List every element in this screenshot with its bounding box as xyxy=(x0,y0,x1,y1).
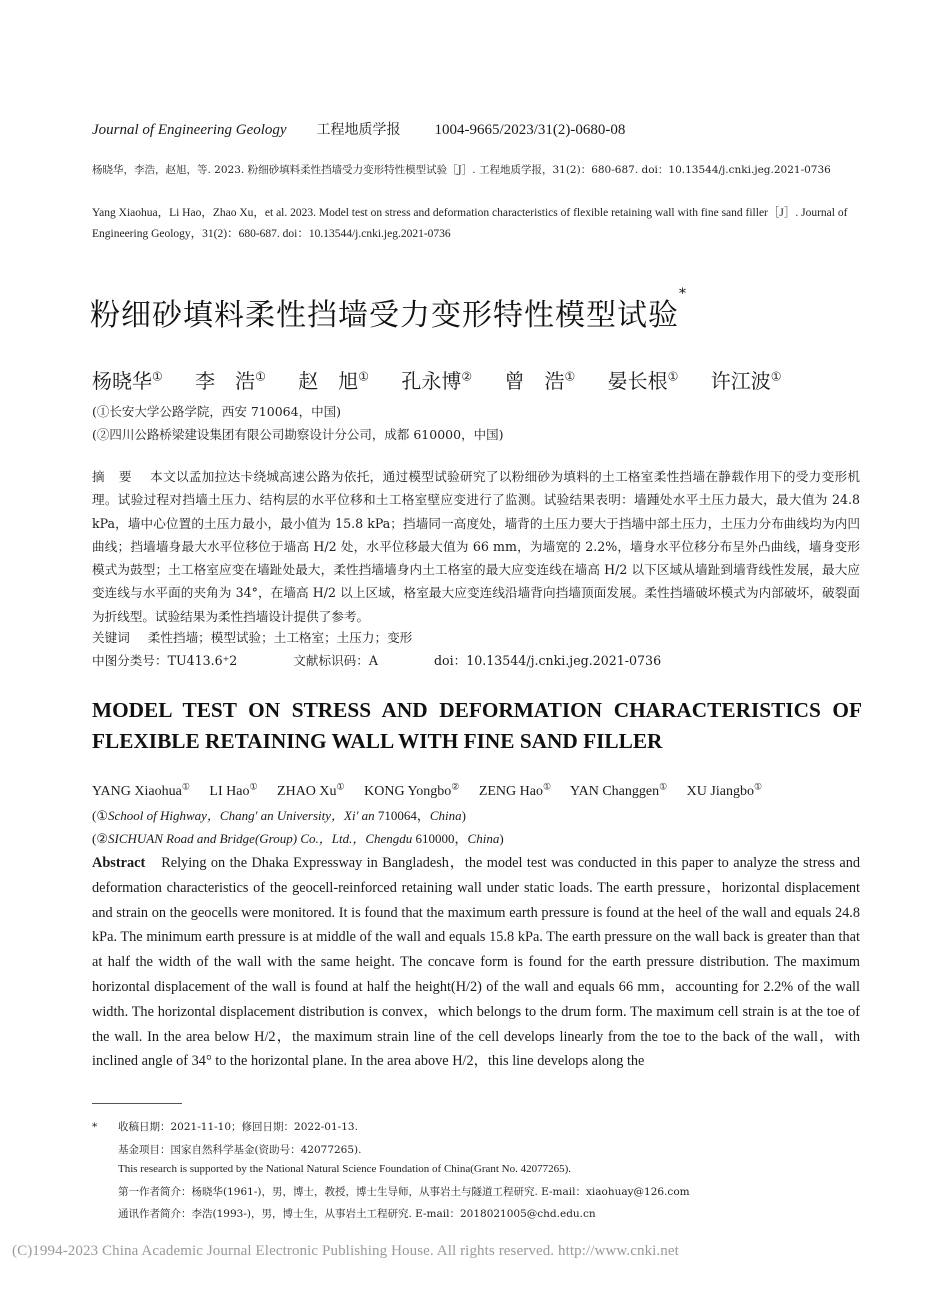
footnote-first-author: 第一作者简介：杨晓华(1961-)，男，博士，教授，博士生导师，从事岩土与隧道工程研究. E-mail：xiaohuay@126.com xyxy=(118,1186,690,1198)
affiliation-en-2: (②SICHUAN Road and Bridge(Group) Co.，Ltd.，Chengdu 610000，China) xyxy=(92,831,504,846)
footnote-mark: * xyxy=(92,1121,98,1133)
keywords-cn xyxy=(92,627,412,646)
journal-name-en: Journal of Engineering Geology xyxy=(92,122,287,138)
author: 晏长根① xyxy=(607,369,679,393)
author: 杨晓华① xyxy=(92,369,163,393)
author: ZENG Hao① xyxy=(478,781,552,799)
author: 孔永博② xyxy=(401,369,473,393)
running-header xyxy=(92,119,625,139)
author: YAN Changgen① xyxy=(570,781,668,799)
author: 许江波① xyxy=(710,369,782,393)
affiliation-cn-2: (②四川公路桥梁建设集团有限公司勘察设计分公司，成都 610000，中国) xyxy=(92,427,504,442)
journal-code: 1004-9665/2023/31(2)-0680-08 xyxy=(434,122,626,138)
doi: doi：10.13544/j.cnki.jeg.2021-0736 xyxy=(433,653,662,668)
author: KONG Yongbo② xyxy=(364,781,460,799)
abstract-en xyxy=(92,851,860,1074)
page-title xyxy=(90,286,687,334)
footnote-corresponding-author: 通讯作者简介：李浩(1993-)，男，博士生，从事岩土工程研究. E-mail：2018021005@chd.edu.cn xyxy=(118,1208,596,1220)
title-en: MODEL TEST ON STRESS AND DEFORMATION CHARACTERISTICS OF FLEXIBLE RETAINING WALL WITH FINE SAND FILLER xyxy=(92,698,862,753)
affiliation-en-1: (①School of Highway，Chang' an University，Xi' an 710064，China) xyxy=(92,808,467,823)
affiliation-cn-1: (①长安大学公路学院，西安 710064，中国) xyxy=(92,404,341,419)
author: 曾 浩① xyxy=(504,369,576,393)
abstract-en-label: Abstract xyxy=(92,855,146,871)
abstract-cn xyxy=(92,465,860,628)
author: LI Hao① xyxy=(209,781,258,799)
title-text: 粉细砂填料柔性挡墙受力变形特性模型试验 xyxy=(90,298,679,333)
keywords-text: 柔性挡墙；模型试验；土工格室；土压力；变形 xyxy=(147,630,413,645)
author: 赵 旭① xyxy=(298,369,370,393)
footnote-fund-cn: 基金项目：国家自然科学基金(资助号：42077265). xyxy=(118,1144,362,1156)
author-list-en xyxy=(92,781,778,800)
author: ZHAO Xu① xyxy=(277,781,345,799)
abstract-cn-text: 本文以孟加拉达卡绕城高速公路为依托，通过模型试验研究了以粉细砂为填料的土工格室柔性挡墙在静载作用下的受力变形机理。试验过程对挡墙土压力、结构层的水平位移和土工格室壁应变进行了监测。试验结果表明：墙踵处水平土压力最大，最大值为 24.8 kPa，墙中心位置的土压力最小，最小值为 15.8 kPa；挡墙同一高度处，墙背的土压力要大于挡墙中部土压力，土压力分布曲线均为内凹曲线；挡墙墙身最大水平位移位于墙高 H/2 处，水平位移最大值为 66 mm，为墙宽的 2.2%，墙身水平位移分布呈外凸曲线，墙身变形模式为鼓型；土工格室应变在墙趾处最大，柔性挡墙墙身内土工格室的最大应变连线在墙高 H/2 以下区域从墙趾到墙背线性发展，最大应变连线与水平面的夹角为 34°，在墙高 H/2 以上区域，格室最大应变连线沿墙背向挡墙顶面发展。柔性挡墙破坏模式为内部破坏，破裂面为折线型。试验结果为柔性挡墙设计提供了参考。 xyxy=(92,469,860,624)
citation-en: Yang Xiaohua，Li Hao，Zhao Xu，et al. 2023. Model test on stress and deformation characteristics of flexible retaining wall with fine sand filler［J］. Journal of Engineering Geology，31(2)：680-687. doi：10.13544/j.cnki.jeg.2021-0736 xyxy=(92,207,848,240)
keywords-label: 关键词 xyxy=(92,630,130,645)
abstract-en-text: Relying on the Dhaka Expressway in Bangladesh，the model test was conducted in this paper to analyze the stress and deformation characteristics of the geocell-reinforced retaining wall under static loads. The earth pressure，horizontal displacement and strain on the geocells were monitored. It is found that the maximum earth pressure is found at the heel of the wall and equals 24.8 kPa. The minimum earth pressure is at middle of the wall and equals 15.8 kPa. The earth pressure on the wall back is greater than that at half the width of the wall with the same height. The concave form is found for the earth pressure distribution. The maximum horizontal displacement of the wall is found at half the height(H/2) of the wall and equals 66 mm，accounting for 2.2% of the wall width. The horizontal displacement distribution is convex，which belongs to the drum form. The maximum cell strain is at the toe of the wall. In the area below H/2，the maximum strain line of the cell develops linearly from the toe to the back of the wall，with inclined angle of 34° to the horizontal plane. In the area above H/2，this line develops along the xyxy=(92,855,860,1070)
clc-number: 中图分类号：TU413.6⁺2 xyxy=(92,653,238,668)
abstract-cn-label: 摘要 xyxy=(92,469,146,484)
document-code: 文献标识码：A xyxy=(293,653,378,668)
author: 李 浩① xyxy=(195,369,266,393)
footnote-divider xyxy=(92,1103,182,1104)
footnote-dates: * 收稿日期：2021-11-10；修回日期：2022-01-13. xyxy=(92,1121,358,1133)
classification-line xyxy=(92,650,717,669)
citation-cn: 杨晓华，李浩，赵旭，等. 2023. 粉细砂填料柔性挡墙受力变形特性模型试验［J］. 工程地质学报，31(2)：680-687. doi：10.13544/j.cnki.jeg.2021-0736 xyxy=(92,164,831,176)
author: YANG Xiaohua① xyxy=(92,781,190,799)
author: XU Jiangbo① xyxy=(686,781,763,799)
journal-name-cn: 工程地质学报 xyxy=(316,122,401,138)
footnote-fund-en: This research is supported by the National Natural Science Foundation of China(Grant No. 42077265). xyxy=(118,1163,572,1175)
author-list-cn xyxy=(92,365,808,394)
copyright-watermark: (C)1994-2023 China Academic Journal Electronic Publishing House. All rights reserved. http://www.cnki.net xyxy=(12,1243,679,1259)
title-footnote-mark: * xyxy=(679,286,687,302)
